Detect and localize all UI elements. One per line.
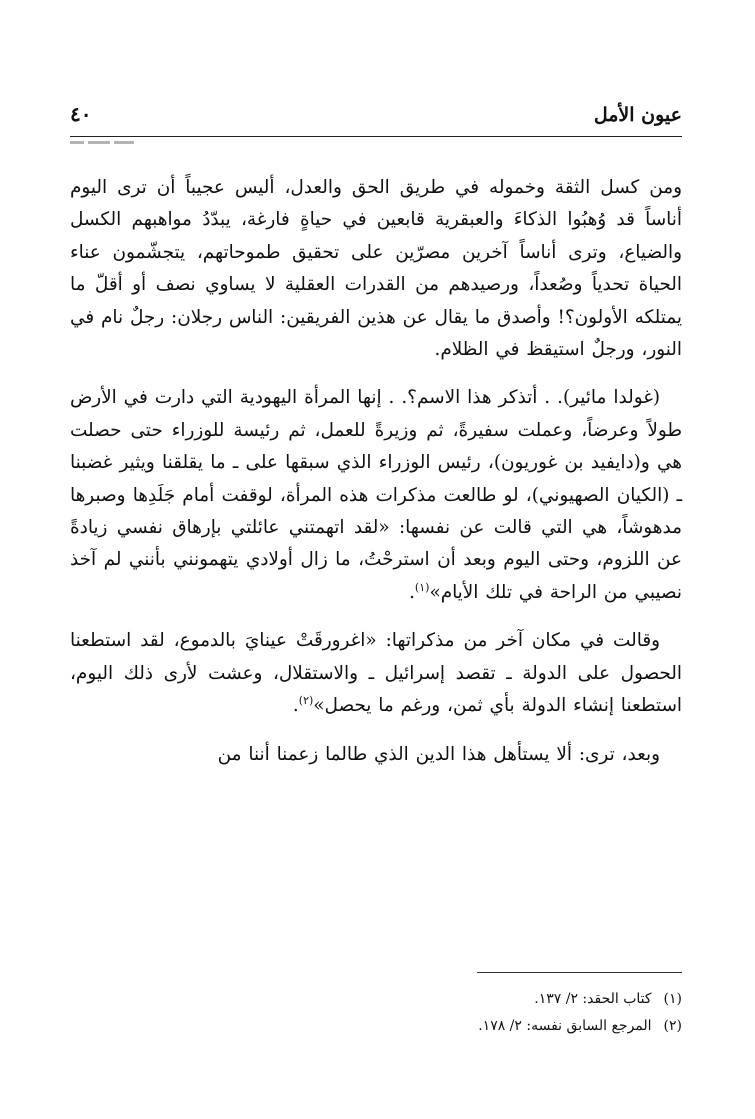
book-page bbox=[70, 0, 682, 1119]
footnote-2-text: المرجع السابق نفسه: ٢/ ١٧٨. bbox=[478, 1018, 652, 1034]
header-rule bbox=[70, 136, 682, 137]
header-title: عيون الأمل bbox=[593, 104, 682, 126]
paragraph-3 bbox=[70, 625, 682, 722]
paragraph-4-text: وبعد، ترى: ألا يستأهل هذا الدين الذي طالما زعمنا أننا من bbox=[217, 743, 660, 765]
body-text bbox=[70, 172, 682, 771]
page-number: ٤٠ bbox=[70, 102, 92, 126]
paragraph-3-end: . bbox=[292, 695, 299, 717]
footnote-1-text: كتاب الحقد: ٢/ ١٣٧. bbox=[534, 991, 652, 1007]
footnotes bbox=[70, 986, 682, 1040]
paragraph-4 bbox=[70, 739, 682, 771]
paragraph-1 bbox=[70, 172, 682, 366]
paragraph-3-text: وقالت في مكان آخر من مذكراتها: «اغرورقَتْ عينايَ بالدموع، لقد استطعنا الحصول على الدولة ـ تقصد إسرائيل ـ والاستقلال، وعشت لأرى ذلك اليوم، استطعنا إنشاء الدولة بأي ثمن، ورغم ما يحصل» bbox=[70, 630, 682, 717]
paragraph-2 bbox=[70, 382, 682, 609]
footnote-ref-2: (٢) bbox=[298, 693, 314, 707]
running-header bbox=[70, 100, 682, 136]
paragraph-1-text: ومن كسل الثقة وخموله في طريق الحق والعدل، أليس عجيباً أن ترى اليوم أناساً قد وُهبُوا الذكاءَ والعبقرية قابعين في حياةٍ فارغة، يبدّدُ مواهبهم الكسل والضياع، وترى أناساً آخرين مصرّين على تحقيق طموحاتهم، يتجشّمون عناء الحياة تحدياً وصُعداً، ورصيدهم من القدرات العقلية لا يساوي نصف أو أقلّ ما يمتلكه الأولون؟! وأصدق ما يقال عن هذين الفريقين: الناس رجلان: رجلٌ نام في النور، ورجلٌ استيقظ في الظلام. bbox=[70, 177, 682, 361]
footnote-ref-1: (١) bbox=[414, 580, 430, 594]
footnote-1 bbox=[70, 986, 682, 1013]
footnote-2 bbox=[70, 1013, 682, 1040]
footnote-2-number: (٢) bbox=[663, 1018, 682, 1034]
footnote-rule bbox=[477, 972, 682, 973]
paragraph-2-text: (غولدا مائير). . أتذكر هذا الاسم؟. . إنها المرأة اليهودية التي دارت في الأرض طولاً وعرضاً، وعملت سفيرةً، ثم وزيرةً للعمل، ثم رئيسة للوزراء حتى حصلت هي و(دايفيد بن غوريون)، رئيس الوزراء الذي سبقها على ـ ما يقلقنا ويثير غضبنا ـ (الكيان الصهيوني)، لو طالعت مذكرات هذه المرأة، لوقفت أمام جَلَدِها وصبرها مدهوشاً، هي التي قالت عن نفسها: «لقد اتهمتني عائلتي بإرهاق نفسي زيادةً عن اللزوم، وحتى اليوم وبعد أن استرحْتُ، ما زال أولادي يتهمونني بأنني لم آخذ نصيبي من الراحة في تلك الأيام» bbox=[70, 387, 682, 603]
publisher-stamp bbox=[70, 139, 140, 147]
footnote-1-number: (١) bbox=[663, 991, 682, 1007]
paragraph-2-end: . bbox=[409, 581, 415, 603]
